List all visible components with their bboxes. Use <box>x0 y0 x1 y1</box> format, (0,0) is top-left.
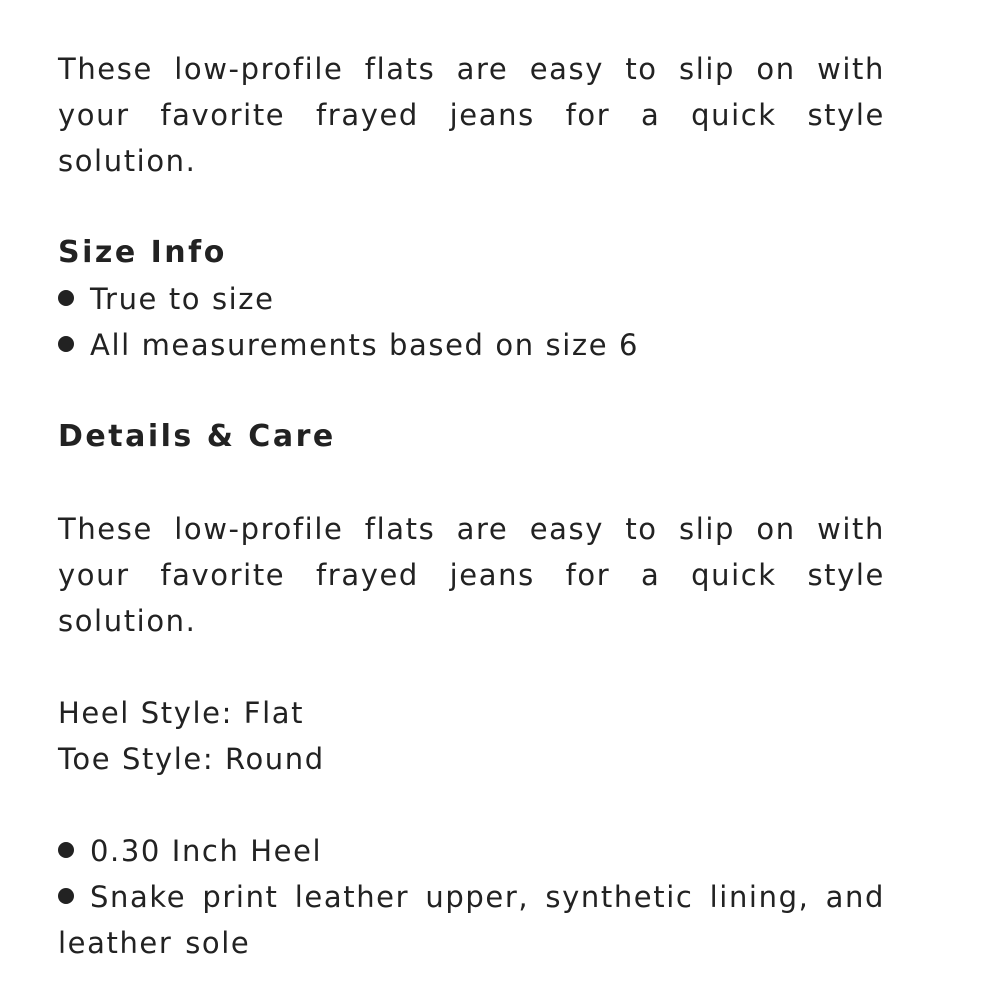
spacer <box>58 460 885 506</box>
spacer <box>58 644 885 690</box>
details-item <box>58 828 885 874</box>
details-care-heading: Details & Care <box>58 419 336 454</box>
bullet-icon <box>58 336 74 352</box>
size-info-item-text: True to size <box>90 282 275 316</box>
spacer <box>58 782 885 828</box>
spec-toe-style: Toe Style: Round <box>58 742 325 776</box>
spacer <box>58 184 885 230</box>
bullet-icon <box>58 842 74 858</box>
spec-heel-style: Heel Style: Flat <box>58 696 305 730</box>
details-description: These low-profile flats are easy to slip on with your favorite frayed jeans for a quick style solution. <box>58 512 885 638</box>
details-item-text: Snake print leather upper, synthetic lining, and leather sole <box>58 880 885 960</box>
details-item-text: 0.30 Inch Heel <box>90 834 323 868</box>
bullet-icon <box>58 290 74 306</box>
intro-paragraph: These low-profile flats are easy to slip on with your favorite frayed jeans for a quick style solution. <box>58 52 885 178</box>
spacer <box>58 368 885 414</box>
details-item <box>58 874 885 966</box>
size-info-item <box>58 276 885 322</box>
size-info-heading: Size Info <box>58 235 227 270</box>
bullet-icon <box>58 888 74 904</box>
size-info-item-text: All measurements based on size 6 <box>90 328 640 362</box>
size-info-item <box>58 322 885 368</box>
